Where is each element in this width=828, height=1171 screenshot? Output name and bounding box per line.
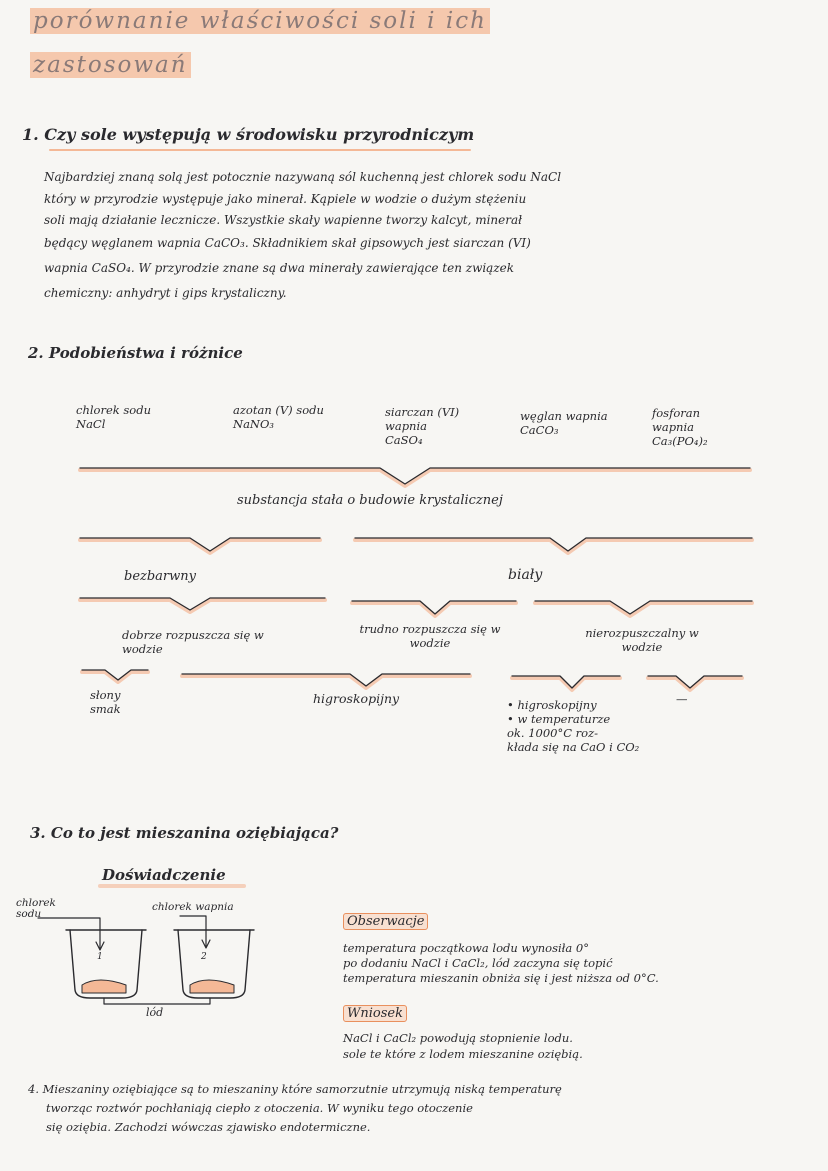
salt-1-formula: NaCl — [76, 417, 106, 431]
beaker-2-number: 2 — [201, 952, 207, 962]
salt-3-name: siarczan (VI) wapnia — [385, 405, 460, 433]
section1-line-5: wapnia CaSO₄. W przyrodzie znane są dwa minerały zawierające ten związek — [44, 261, 515, 275]
section4-line-3: się oziębia. Zachodzi wówczas zjawisko endotermiczne. — [46, 1120, 371, 1134]
title-text-2: zastosowań — [30, 52, 191, 78]
section1-line-3: soli mają działanie lecznicze. Wszystkie skały wapienne tworzy kalcyt, minerał — [44, 213, 523, 227]
property-white: biały — [508, 567, 543, 583]
conclusion-1: NaCl i CaCl₂ powodują stopnienie lodu. — [343, 1031, 573, 1045]
salt-2-name: azotan (V) sodu — [233, 403, 324, 417]
bracket-hygro-highlight — [182, 676, 470, 688]
carbonate-note-3: ok. 1000°C roz- — [507, 726, 599, 740]
section1-heading: 1. Czy sole występują w środowisku przyrodniczym — [22, 125, 475, 144]
bracket-left-2-highlight — [80, 540, 320, 553]
salt-4-name: węglan wapnia — [520, 409, 608, 423]
bracket-carbonate-highlight — [512, 678, 620, 690]
ice-label: lód — [146, 1006, 164, 1019]
conclusion-title-text: Wniosek — [343, 1005, 407, 1022]
property-soluble: dobrze rozpuszcza się w wodzie — [122, 628, 264, 656]
section4-line-2: tworząc roztwór pochłaniają ciepło z otoczenia. W wyniku tego otoczenie — [46, 1101, 473, 1115]
property-hygroscopic: higroskopijny — [313, 691, 400, 706]
observation-2: po dodaniu NaCl i CaCl₂, lód zaczyna się topić — [343, 956, 613, 970]
carbonate-note-1: • higroskopijny — [507, 698, 597, 712]
section3-heading: 3. Co to jest mieszanina oziębiająca? — [30, 824, 339, 842]
property-salty: słony smak — [90, 688, 121, 716]
observations-title-text: Obserwacje — [343, 913, 428, 930]
observation-1: temperatura początkowa lodu wynosiła 0° — [343, 941, 589, 955]
observation-3: temperatura mieszanin obniża się i jest niższa od 0°C. — [343, 971, 659, 985]
bracket-mid-3-highlight — [352, 603, 516, 616]
label-sodium-chloride: chlorek sodu — [16, 897, 56, 920]
salt-4-formula: CaCO₃ — [520, 423, 559, 437]
ice-connector — [104, 998, 210, 1004]
property-hard-soluble: trudno rozpuszcza się w wodzie — [359, 622, 501, 650]
property-dash: — — [676, 692, 688, 706]
property-insoluble: nierozpuszczalny w wodzie — [585, 626, 699, 654]
property-colorless: bezbarwny — [124, 569, 196, 584]
salt-3-formula: CaSO₄ — [385, 433, 423, 447]
salt-2-formula: NaNO₃ — [233, 417, 275, 431]
salt-1-name: chlorek sodu — [76, 403, 151, 417]
arrow-1 — [38, 918, 100, 948]
section1-line-1: Najbardziej znaną solą jest potocznie nazywaną sól kuchenną jest chlorek sodu NaCl — [44, 170, 562, 184]
section2-heading: 2. Podobieństwa i różnice — [28, 344, 243, 362]
conclusion-2: sole te które z lodem mieszanine oziębią. — [343, 1047, 583, 1061]
label-calcium-chloride: chlorek wapnia — [152, 901, 234, 913]
ice-1 — [82, 980, 126, 993]
experiment-title: Doświadczenie — [102, 866, 226, 884]
title-text-1: porównanie właściwości soli i ich — [30, 8, 490, 34]
common-property: substancja stała o budowie krystalicznej — [237, 493, 503, 508]
salt-5-formula: Ca₃(PO₄)₂ — [652, 434, 708, 448]
section1-line-4: będący węglanem wapnia CaCO₃. Składnikiem skał gipsowych jest siarczan (VI) — [44, 236, 531, 250]
section1-line-6: chemiczny: anhydryt i gips krystaliczny. — [44, 286, 287, 300]
section1-line-2: który w przyrodzie występuje jako minerał. Kąpiele w wodzie o dużym stężeniu — [44, 192, 527, 206]
carbonate-note-4: kłada się na CaO i CO₂ — [507, 740, 640, 754]
carbonate-note-2: • w temperaturze — [507, 712, 611, 726]
beaker-1-number: 1 — [97, 952, 103, 962]
section4-line-1: 4. Mieszaniny oziębiające są to mieszaniny które samorzutnie utrzymują niską temperaturę — [28, 1082, 562, 1096]
salt-5-name: fosforan wapnia — [652, 406, 701, 434]
bracket-right-2-highlight — [355, 540, 752, 553]
ice-2 — [190, 980, 234, 993]
